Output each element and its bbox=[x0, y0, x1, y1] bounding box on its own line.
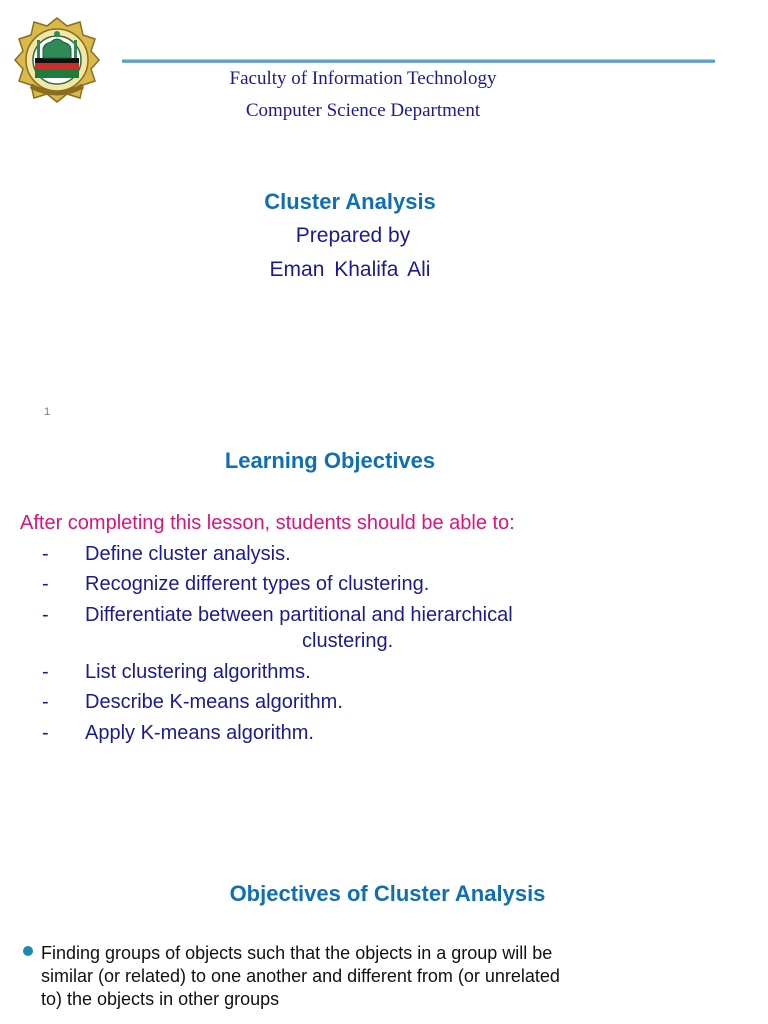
bullet-dot-icon bbox=[23, 946, 33, 956]
slide2-title: Learning Objectives bbox=[224, 448, 436, 473]
department-name: Computer Science Department bbox=[245, 100, 481, 121]
slide1-title: Cluster Analysis bbox=[264, 189, 436, 214]
page-number: 1 bbox=[44, 406, 51, 418]
objective-text: Differentiate between partitional and hierarchical bbox=[85, 604, 513, 626]
list-dash: - bbox=[42, 722, 49, 744]
objective-text: Define cluster analysis. bbox=[85, 543, 291, 565]
objective-text: Apply K-means algorithm. bbox=[85, 722, 314, 744]
objective-text: Describe K-means algorithm. bbox=[85, 691, 343, 713]
author-name: Eman Khalifa Ali bbox=[269, 258, 431, 281]
prepared-by-label: Prepared by bbox=[295, 224, 411, 247]
list-dash: - bbox=[42, 543, 49, 565]
list-dash: - bbox=[42, 691, 49, 713]
header-divider-line bbox=[122, 59, 715, 63]
slide3-title: Objectives of Cluster Analysis bbox=[229, 881, 546, 906]
objective-text: Recognize different types of clustering. bbox=[85, 573, 430, 595]
bullet-text: Finding groups of objects such that the objects in a group will be similar (or related) to one another and different from (or unrelated to) the objects in other groups bbox=[41, 943, 560, 1009]
university-logo bbox=[10, 14, 104, 106]
list-dash: - bbox=[42, 604, 49, 626]
university-seal-icon bbox=[10, 14, 104, 106]
list-dash: - bbox=[42, 661, 49, 683]
objectives-intro: After completing this lesson, students should be able to: bbox=[20, 512, 515, 534]
objective-text: List clustering algorithms. bbox=[85, 661, 311, 683]
objective-continuation: clustering. bbox=[302, 630, 394, 652]
faculty-name: Faculty of Information Technology bbox=[229, 68, 497, 89]
list-dash: - bbox=[42, 573, 49, 595]
